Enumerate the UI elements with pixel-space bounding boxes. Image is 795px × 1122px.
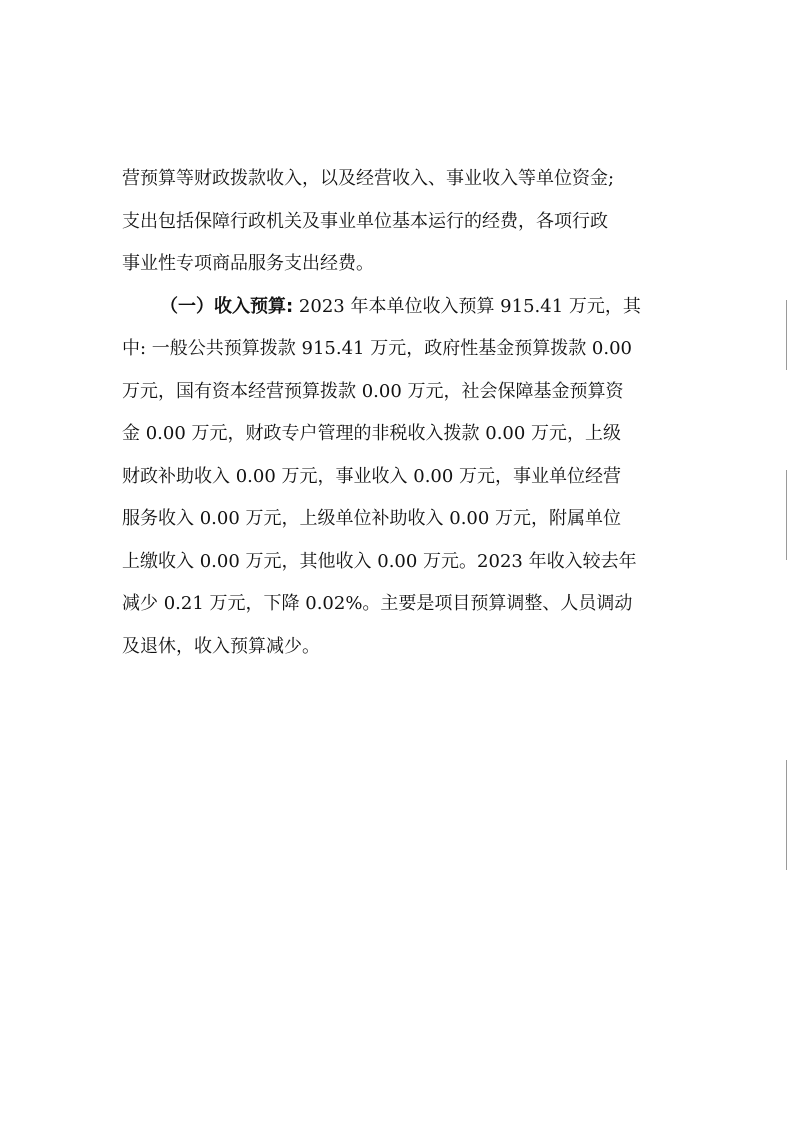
section-first-line [122,286,692,329]
intro-line-2: 支出包括保障行政机关及事业单位基本运行的经费，各项行政 [122,210,608,232]
section-line-7: 上缴收入 0.00 万元，其他收入 0.00 万元。2023 年收入较去年 [122,550,637,572]
section-heading: （一）收入预算: [160,295,294,317]
section-first-line-text: 2023 年本单位收入预算 915.41 万元，其 [293,295,641,317]
section-line-6: 服务收入 0.00 万元，上级单位补助收入 0.00 万元，附属单位 [122,508,622,529]
intro-line-3: 事业性专项商品服务支出经费。 [122,253,374,274]
section-line-5: 财政补助收入 0.00 万元，事业收入 0.00 万元，事业单位经营 [122,465,622,487]
section-line-9: 及退休，收入预算减少。 [122,635,320,657]
intro-line-1: 营预算等财政拨款收入，以及经营收入、事业收入等单位资金; [122,168,615,189]
scan-edge-mark [786,760,787,870]
section-line-2: 中: 一般公共预算拨款 915.41 万元，政府性基金预算拨款 0.00 [122,338,633,359]
section-line-8: 减少 0.21 万元，下降 0.02%。主要是项目预算调整、人员调动 [122,593,633,614]
scan-edge-mark [786,470,787,560]
section-line-3: 万元，国有资本经营预算拨款 0.00 万元，社会保障基金预算资 [122,380,624,402]
body-text [122,158,692,668]
scan-edge-mark [786,300,787,370]
section-line-4: 金 0.00 万元，财政专户管理的非税收入拨款 0.00 万元，上级 [122,423,622,444]
